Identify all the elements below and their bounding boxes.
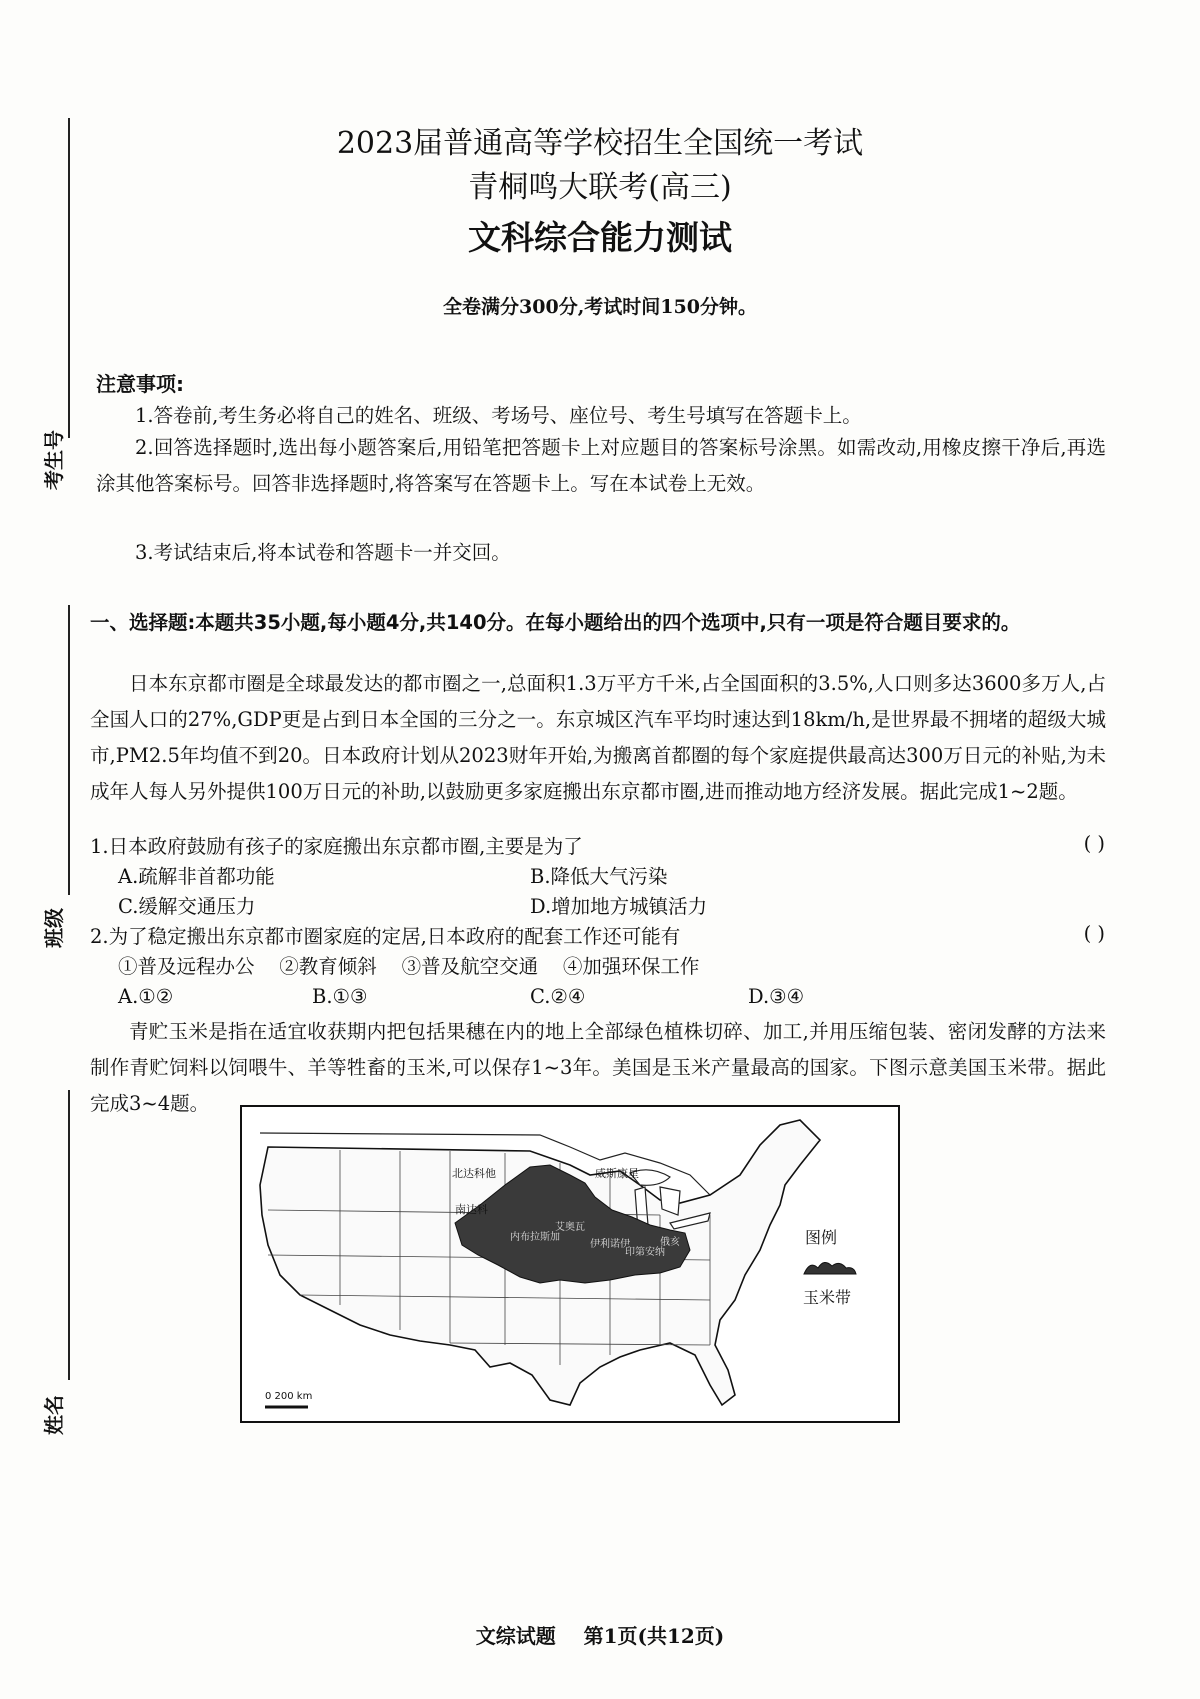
scale-label: 0 200 km (265, 1391, 313, 1402)
question-1-stem: 1.日本政府鼓励有孩子的家庭搬出东京都市圈,主要是为了 (90, 835, 583, 858)
binding-line-mid (68, 605, 70, 895)
binding-line-low (68, 1090, 70, 1380)
page-footer: 文综试题 第1页(共12页) (475, 1624, 725, 1648)
option-b: B.①③ (312, 985, 368, 1008)
notice-item: 1.答卷前,考生务必将自己的姓名、班级、考场号、座位号、考生号填写在答题卡上。 (135, 404, 862, 427)
label-wisconsin: 威斯康星 (595, 1167, 639, 1180)
option-c: C.②④ (530, 985, 586, 1008)
legend-swatch (800, 1254, 860, 1280)
subject-title: 文科综合能力测试 (468, 218, 732, 257)
passage-tokyo: 日本东京都市圈是全球最发达的都市圈之一,总面积1.3万平方千米,占全国面积的3.5%,人口则多达3600多万人,占全国人口的27%,GDP更是占到日本全国的三分之一。东京城区汽车平均时速达到18km/h,是世界最不拥堵的超级大城市,PM2.5年均值不到20。日本政府计划从2023财年开始,为搬离首都圈的每个家庭提供最高达300万日元的补贴,为未成年人每人另外提供100万日元的补助,以鼓励更多家庭搬出东京都市圈,进而推动地方经济发展。据此完成1~2题。 (90, 672, 1106, 803)
label-north-dakota: 北达科他 (452, 1167, 496, 1180)
notice-heading: 注意事项: (96, 372, 184, 396)
question-2-stem: 2.为了稳定搬出东京都市圈家庭的定居,日本政府的配套工作还可能有 (90, 925, 681, 948)
legend-label: 玉米带 (803, 1288, 852, 1307)
class-label: 班级 (42, 908, 66, 948)
exam-subtitle: 青桐鸣大联考(高三) (468, 170, 732, 205)
label-illinois: 伊利诺伊 (590, 1239, 630, 1250)
option-d: D.增加地方城镇活力 (530, 895, 708, 918)
answer-paren: ( ) (1083, 922, 1105, 945)
section-heading: 一、选择题:本题共35小题,每小题4分,共140分。在每小题给出的四个选项中,只有一项是符合题目要求的。 (90, 611, 1021, 634)
exam-no-label: 考生号 (42, 430, 66, 490)
option-d: D.③④ (748, 985, 805, 1008)
option-a: A.疏解非首都功能 (118, 865, 275, 888)
label-nebraska: 内布拉斯加 (510, 1232, 560, 1243)
name-label: 姓名 (42, 1395, 66, 1435)
option-a: A.①② (118, 985, 174, 1008)
label-iowa: 艾奥瓦 (555, 1222, 585, 1233)
exam-title: 2023届普通高等学校招生全国统一考试 (336, 126, 864, 161)
label-ohio: 俄亥 (660, 1237, 680, 1248)
legend-title: 图例 (805, 1228, 838, 1247)
question-2-items: ①普及远程办公 ②教育倾斜 ③普及航空交通 ④加强环保工作 (118, 955, 700, 978)
answer-paren: ( ) (1083, 832, 1105, 855)
option-b: B.降低大气污染 (530, 865, 668, 888)
score-time-note: 全卷满分300分,考试时间150分钟。 (443, 296, 757, 318)
label-indiana: 印第安纳 (625, 1247, 665, 1258)
option-c: C.缓解交通压力 (118, 895, 256, 918)
label-south-dakota: 南达科 (455, 1203, 488, 1216)
notice-item: 2.回答选择题时,选出每小题答案后,用铅笔把答题卡上对应题目的答案标号涂黑。如需改动,用橡皮擦干净后,再选涂其他答案标号。回答非选择题时,将答案写在答题卡上。写在本试卷上无效。 (96, 436, 1106, 495)
notice-item: 3.考试结束后,将本试卷和答题卡一并交回。 (135, 541, 511, 564)
passage-corn: 青贮玉米是指在适宜收获期内把包括果穗在内的地上全部绿色植株切碎、加工,并用压缩包装、密闭发酵的方法来制作青贮饲料以饲喂牛、羊等牲畜的玉米,可以保存1~3年。美国是玉米产量最高的国家。下图示意美国玉米带。据此完成3~4题。 (90, 1020, 1106, 1115)
